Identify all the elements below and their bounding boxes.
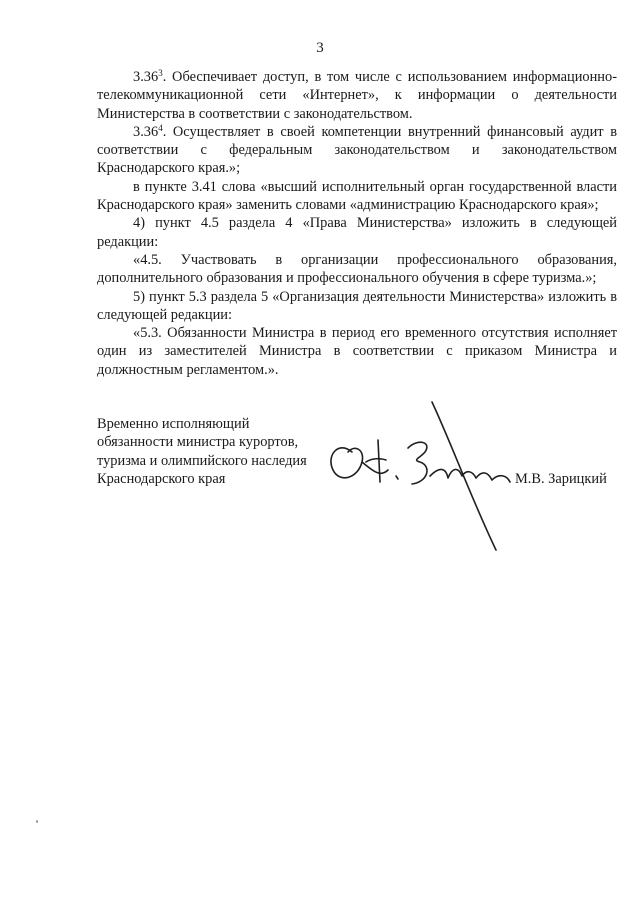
paragraph-item-5: 5) пункт 5.3 раздела 5 «Организация деятельности Министерства» изложить в следующей редакции:: [97, 288, 617, 323]
signatory-position-line: Краснодарского края: [97, 470, 226, 487]
clause-text: . Обеспечивает доступ, в том числе с использованием информационно-телекоммуникационной сети «Интернет», к информации о деятельности Министерства в соответствии с законодательством.: [97, 69, 617, 122]
clause-superscript: 4: [158, 122, 163, 133]
clause-number: 3.36: [133, 123, 159, 140]
signatory-position-line: Временно исполняющий: [97, 416, 250, 432]
clause-superscript: 3: [158, 68, 163, 78]
paragraph-3-41-amendment: в пункте 3.41 слова «высший исполнительный орган государственной власти Краснодарского края» заменить словами «администрацию Краснодарского края»;: [97, 178, 617, 214]
signatory-position-line: обязанности министра курортов,: [97, 434, 299, 451]
signatory-position-line: туризма и олимпийского наследия: [97, 452, 307, 469]
paragraph-5-3-text: «5.3. Обязанности Министра в период его временного отсутствия исполняет один из заместителей Министра в соответствии с приказом Министра и должностным регламентом.».: [97, 325, 617, 378]
scan-speck: [36, 820, 38, 823]
paragraph-item-4: 4) пункт 4.5 раздела 4 «Права Министерства» изложить в следующей редакции:: [97, 215, 617, 250]
clause-number: 3.36: [133, 69, 159, 85]
page-number: 3: [316, 40, 324, 56]
clause-text: . Осуществляет в своей компетенции внутренний финансовый аудит в соответствии с федеральным законодательством и законодательством Краснодарского края.»;: [97, 123, 617, 177]
paragraph-4-5-text: «4.5. Участвовать в организации профессионального образования, дополнительного образования и профессионального обучения в сфере туризма.»;: [97, 251, 617, 287]
signatory-name: М.В. Зарицкий: [515, 471, 607, 487]
